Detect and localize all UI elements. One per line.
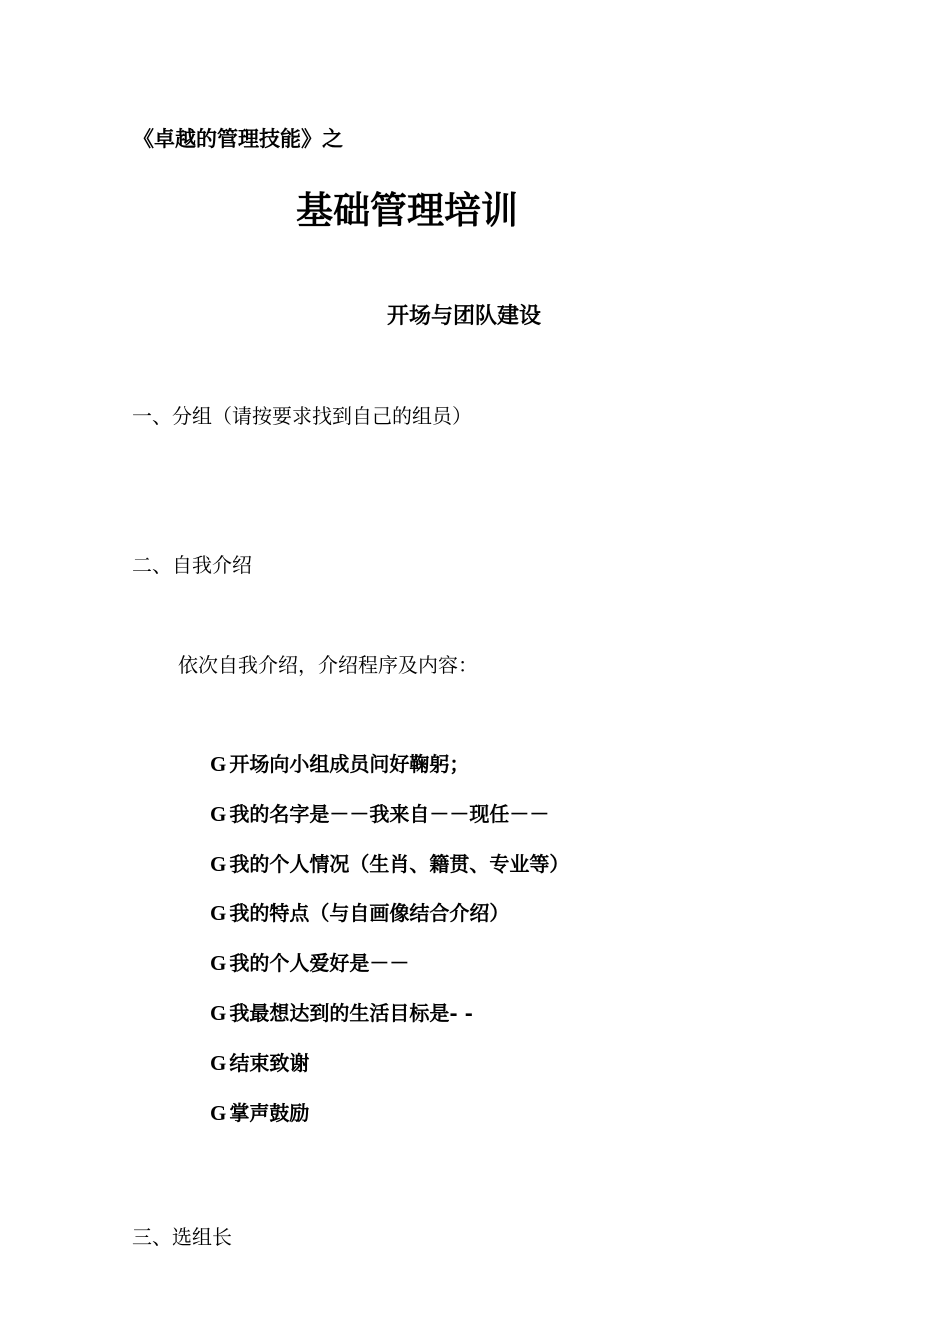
list-item xyxy=(210,799,569,849)
bullet-marker-icon: G xyxy=(210,801,227,826)
section-heading-grouping: 一、分组（请按要求找到自己的组员） xyxy=(132,404,472,428)
list-item xyxy=(210,898,569,948)
self-intro-bullet-list xyxy=(210,749,569,1147)
list-item xyxy=(210,998,569,1048)
list-item-text: 我的个人爱好是－－ xyxy=(229,951,410,976)
list-item-text: 我的名字是－－我来自－－现任－－ xyxy=(229,801,550,826)
list-item-text: 掌声鼓励 xyxy=(229,1100,310,1125)
bullet-marker-icon: G xyxy=(210,851,227,876)
bullet-marker-icon: G xyxy=(210,752,227,776)
list-item-text: 开场向小组成员问好鞠躬； xyxy=(229,752,470,776)
list-item-text: 我最想达到的生活目标是- - xyxy=(229,1000,473,1025)
list-item xyxy=(210,749,569,799)
intro-paragraph: 依次自我介绍，介绍程序及内容： xyxy=(178,653,478,677)
bullet-marker-icon: G xyxy=(210,1100,227,1125)
list-item-text: 我的特点（与自画像结合介绍） xyxy=(229,901,510,926)
bullet-marker-icon: G xyxy=(210,1050,227,1075)
series-title: 《卓越的管理技能》之 xyxy=(133,127,343,151)
section-heading-self-intro: 二、自我介绍 xyxy=(132,553,252,577)
list-item xyxy=(210,1048,569,1098)
sub-title: 开场与团队建设 xyxy=(387,304,542,329)
list-item-text: 我的个人情况（生肖、籍贯、专业等） xyxy=(229,851,570,876)
list-item xyxy=(210,1098,569,1148)
section-heading-leader: 三、选组长 xyxy=(132,1225,232,1249)
bullet-marker-icon: G xyxy=(210,901,227,926)
bullet-marker-icon: G xyxy=(210,1000,227,1025)
list-item xyxy=(210,849,569,899)
bullet-marker-icon: G xyxy=(210,951,227,976)
list-item xyxy=(210,948,569,998)
list-item-text: 结束致谢 xyxy=(229,1050,310,1075)
main-title: 基础管理培训 xyxy=(296,189,518,232)
